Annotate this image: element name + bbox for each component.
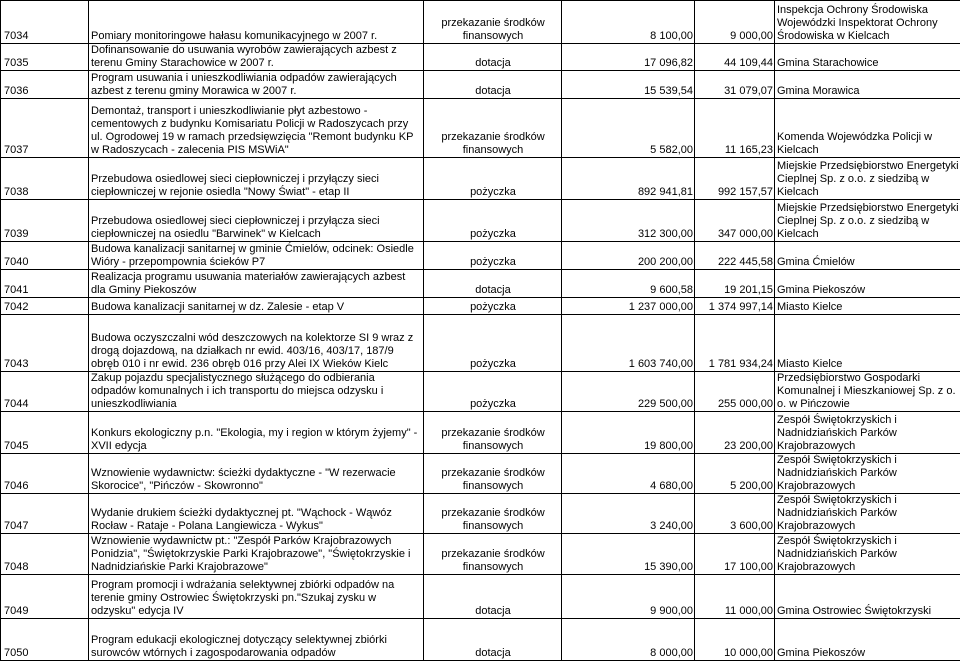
task-description: Budowa oczyszczalni wód deszczowych na kolektorze SI 9 wraz z drogą dojazdową, na działkach nr ewid. 403/16, 403/17, 187/9 obręb 010 i nr ewid. 236 obręb 016 przy Alei IX Wieków Kielc <box>89 315 424 372</box>
table-row <box>1 534 960 575</box>
table-row <box>1 158 960 200</box>
total-cost: 11 165,23 <box>695 99 775 158</box>
funding-amount: 312 300,00 <box>562 200 695 242</box>
funding-form: przekazanie środków finansowych <box>424 99 562 158</box>
funding-form: dotacja <box>424 44 562 71</box>
task-description: Wznowienie wydawnictw: ścieżki dydaktyczne - "W rezerwacie Skorocice", "Pińczów - Skowronno" <box>89 454 424 494</box>
beneficiary: Gmina Piekoszów <box>775 270 960 298</box>
total-cost: 1 374 997,14 <box>695 298 775 315</box>
funding-form: przekazanie środków finansowych <box>424 454 562 494</box>
funding-amount: 892 941,81 <box>562 158 695 200</box>
total-cost: 17 100,00 <box>695 534 775 575</box>
funding-amount: 229 500,00 <box>562 372 695 412</box>
funding-form: dotacja <box>424 619 562 661</box>
beneficiary: Zespół Świętokrzyskich i Nadnidziańskich Parków Krajobrazowych <box>775 494 960 534</box>
funding-form: dotacja <box>424 270 562 298</box>
beneficiary: Gmina Morawica <box>775 71 960 99</box>
task-description: Wznowienie wydawnictw pt.: "Zespół Parków Krajobrazowych Ponidzia", "Świętokrzyskie Parki Krajobrazowe", "Świętokrzyskie i Nadnidziańskie Parki Krajobrazowe" <box>89 534 424 575</box>
beneficiary: Miejskie Przedsiębiorstwo Energetyki Cieplnej Sp. z o.o. z siedzibą w Kielcach <box>775 158 960 200</box>
row-number: 7048 <box>1 534 89 575</box>
table-row <box>1 242 960 270</box>
funding-form: dotacja <box>424 71 562 99</box>
funding-form: pożyczka <box>424 200 562 242</box>
row-number: 7041 <box>1 270 89 298</box>
funding-form: pożyczka <box>424 298 562 315</box>
row-number: 7047 <box>1 494 89 534</box>
task-description: Dofinansowanie do usuwania wyrobów zawierających azbest z terenu Gminy Starachowice w 2007 r. <box>89 44 424 71</box>
task-description: Realizacja programu usuwania materiałów zawierających azbest dla Gminy Piekoszów <box>89 270 424 298</box>
funding-amount: 8 100,00 <box>562 1 695 44</box>
total-cost: 347 000,00 <box>695 200 775 242</box>
funding-amount: 9 900,00 <box>562 575 695 619</box>
beneficiary: Zespół Świętokrzyskich i Nadnidziańskich Parków Krajobrazowych <box>775 412 960 454</box>
table-row <box>1 99 960 158</box>
table-row <box>1 298 960 315</box>
task-description: Program edukacji ekologicznej dotyczący selektywnej zbiórki surowców wtórnych i zagospodarowania odpadów <box>89 619 424 661</box>
total-cost: 11 000,00 <box>695 575 775 619</box>
task-description: Program usuwania i unieszkodliwiania odpadów zawierających azbest z terenu gminy Morawica w 2007 r. <box>89 71 424 99</box>
funding-form: pożyczka <box>424 242 562 270</box>
beneficiary: Miejskie Przedsiębiorstwo Energetyki Cieplnej Sp. z o.o. z siedzibą w Kielcach <box>775 200 960 242</box>
table-row <box>1 575 960 619</box>
row-number: 7050 <box>1 619 89 661</box>
task-description: Pomiary monitoringowe hałasu komunikacyjnego w 2007 r. <box>89 1 424 44</box>
table-row <box>1 619 960 661</box>
funding-amount: 1 603 740,00 <box>562 315 695 372</box>
funding-amount: 9 600,58 <box>562 270 695 298</box>
row-number: 7035 <box>1 44 89 71</box>
table-row <box>1 270 960 298</box>
funding-form: pożyczka <box>424 158 562 200</box>
funding-amount: 3 240,00 <box>562 494 695 534</box>
task-description: Konkurs ekologiczny p.n. "Ekologia, my i region w którym żyjemy" - XVII edycja <box>89 412 424 454</box>
funding-form: przekazanie środków finansowych <box>424 1 562 44</box>
row-number: 7040 <box>1 242 89 270</box>
row-number: 7039 <box>1 200 89 242</box>
funding-form: przekazanie środków finansowych <box>424 494 562 534</box>
total-cost: 992 157,57 <box>695 158 775 200</box>
table-body <box>1 1 960 661</box>
task-description: Budowa kanalizacji sanitarnej w dz. Zalesie - etap V <box>89 298 424 315</box>
row-number: 7037 <box>1 99 89 158</box>
beneficiary: Komenda Wojewódzka Policji w Kielcach <box>775 99 960 158</box>
row-number: 7042 <box>1 298 89 315</box>
task-description: Przebudowa osiedlowej sieci ciepłowniczej i przyłączy sieci ciepłowniczej w rejonie osiedla "Nowy Świat" - etap II <box>89 158 424 200</box>
beneficiary: Przedsiębiorstwo Gospodarki Komunalnej i Mieszkaniowej Sp. z o. o. w Pińczowie <box>775 372 960 412</box>
total-cost: 5 200,00 <box>695 454 775 494</box>
task-description: Demontaż, transport i unieszkodliwianie płyt azbestowo - cementowych z budynku Komisariatu Policji w Radoszycach przy ul. Ogrodowej 19 w ramach przedsięwzięcia "Remont budynku KP w Radoszycach - zalecenia PIS MSWiA" <box>89 99 424 158</box>
row-number: 7038 <box>1 158 89 200</box>
total-cost: 10 000,00 <box>695 619 775 661</box>
total-cost: 19 201,15 <box>695 270 775 298</box>
table-row <box>1 315 960 372</box>
funding-form: dotacja <box>424 575 562 619</box>
funding-form: przekazanie środków finansowych <box>424 534 562 575</box>
task-description: Wydanie drukiem ścieżki dydaktycznej pt. "Wąchock - Wąwóz Rocław - Rataje - Polana Langiewicza - Wykus" <box>89 494 424 534</box>
total-cost: 3 600,00 <box>695 494 775 534</box>
beneficiary: Miasto Kielce <box>775 298 960 315</box>
beneficiary: Gmina Starachowice <box>775 44 960 71</box>
row-number: 7043 <box>1 315 89 372</box>
row-number: 7045 <box>1 412 89 454</box>
funding-form: pożyczka <box>424 315 562 372</box>
total-cost: 23 200,00 <box>695 412 775 454</box>
total-cost: 222 445,58 <box>695 242 775 270</box>
row-number: 7049 <box>1 575 89 619</box>
table-row <box>1 44 960 71</box>
table-row <box>1 1 960 44</box>
funding-amount: 17 096,82 <box>562 44 695 71</box>
task-description: Przebudowa osiedlowej sieci ciepłowniczej i przyłącza sieci ciepłowniczej na osiedlu "Barwinek" w Kielcach <box>89 200 424 242</box>
row-number: 7044 <box>1 372 89 412</box>
funding-amount: 4 680,00 <box>562 454 695 494</box>
table-row <box>1 494 960 534</box>
funding-amount: 15 539,54 <box>562 71 695 99</box>
total-cost: 31 079,07 <box>695 71 775 99</box>
funding-form: przekazanie środków finansowych <box>424 412 562 454</box>
table-row <box>1 454 960 494</box>
task-description: Zakup pojazdu specjalistycznego służącego do odbierania odpadów komunalnych i ich transportu do miejsca odzysku i unieszkodliwiania <box>89 372 424 412</box>
funding-amount: 19 800,00 <box>562 412 695 454</box>
total-cost: 44 109,44 <box>695 44 775 71</box>
task-description: Budowa kanalizacji sanitarnej w gminie Ćmielów, odcinek: Osiedle Wióry - przepompownia ścieków P7 <box>89 242 424 270</box>
funding-amount: 5 582,00 <box>562 99 695 158</box>
beneficiary: Gmina Ostrowiec Świętokrzyski <box>775 575 960 619</box>
funding-amount: 15 390,00 <box>562 534 695 575</box>
table-row <box>1 372 960 412</box>
beneficiary: Miasto Kielce <box>775 315 960 372</box>
total-cost: 9 000,00 <box>695 1 775 44</box>
funding-amount: 1 237 000,00 <box>562 298 695 315</box>
table-row <box>1 71 960 99</box>
row-number: 7046 <box>1 454 89 494</box>
beneficiary: Gmina Piekoszów <box>775 619 960 661</box>
funding-amount: 200 200,00 <box>562 242 695 270</box>
funding-amount: 8 000,00 <box>562 619 695 661</box>
row-number: 7034 <box>1 1 89 44</box>
beneficiary: Zespół Świętokrzyskich i Nadnidziańskich Parków Krajobrazowych <box>775 534 960 575</box>
beneficiary: Inspekcja Ochrony Środowiska Wojewódzki Inspektorat Ochrony Środowiska w Kielcach <box>775 1 960 44</box>
total-cost: 1 781 934,24 <box>695 315 775 372</box>
beneficiary: Zespół Świętokrzyskich i Nadnidziańskich Parków Krajobrazowych <box>775 454 960 494</box>
row-number: 7036 <box>1 71 89 99</box>
total-cost: 255 000,00 <box>695 372 775 412</box>
funding-form: pożyczka <box>424 372 562 412</box>
table-row <box>1 412 960 454</box>
table-row <box>1 200 960 242</box>
task-description: Program promocji i wdrażania selektywnej zbiórki odpadów na terenie gminy Ostrowiec Świętokrzyski pn."Szukaj zysku w odzysku" edycja IV <box>89 575 424 619</box>
beneficiary: Gmina Ćmielów <box>775 242 960 270</box>
